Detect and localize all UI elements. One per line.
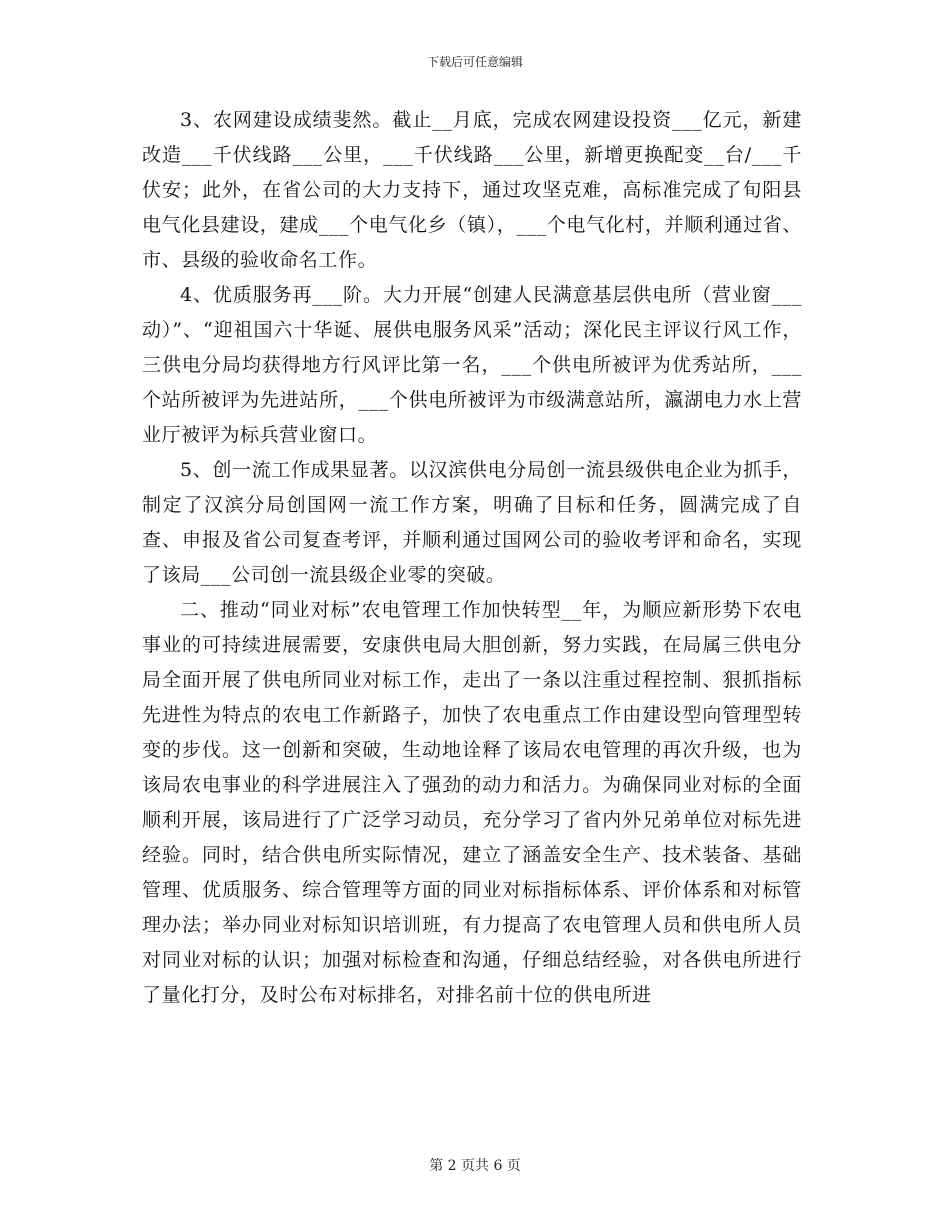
page-footer: 第 2 页共 6 页 [429,1158,521,1174]
page-header: 下载后可任意编辑 [426,55,523,69]
document-body [142,103,802,1013]
paragraph-first-class-work: 5、创一流工作成果显著。以汉滨供电分局创一流县级供电企业为抓手，制定了汉滨分局创国网一流工作方案，明确了目标和任务，圆满完成了自查、申报及省公司复查考评，并顺利通过国网公司的验收考评和命名，实现了该局___公司创一流县级企业零的突破。 [142,459,802,586]
paragraph-rural-grid-construction: 3、农网建设成绩斐然。截止__月底，完成农网建设投资___亿元，新建改造___千伏线路___公里，___千伏线路___公里，新增更换配变__台/___千伏安；此外，在省公司的大力支持下，通过攻坚克难，高标准完成了旬阳县电气化县建设，建成___个电气化乡（镇），___个电气化村，并顺利通过省、市、县级的验收命名工作。 [142,109,802,271]
paragraph-quality-service: 4、优质服务再___阶。大力开展“创建人民满意基层供电所（营业窗___动）”、“迎祖国六十华诞、展供电服务风采”活动；深化民主评议行风工作，三供电分局均获得地方行风评比第一名，___个供电所被评为优秀站所，___个站所被评为先进站所，___个供电所被评为市级满意站所，瀛湖电力水上营业厅被评为标兵营业窗口。 [142,284,802,446]
paragraph-benchmarking-management: 二、推动“同业对标”农电管理工作加快转型__年，为顺应新形势下农电事业的可持续进展需要，安康供电局大胆创新，努力实践，在局属三供电分局全面开展了供电所同业对标工作，走出了一条以注重过程控制、狠抓指标先进性为特点的农电工作新路子，加快了农电重点工作由建设型向管理型转变的步伐。这一创新和突破，生动地诠释了该局农电管理的再次升级，也为该局农电事业的科学进展注入了强劲的动力和活力。为确保同业对标的全面顺利开展，该局进行了广泛学习动员，充分学习了省内外兄弟单位对标先进经验。同时，结合供电所实际情况，建立了涵盖安全生产、技术装备、基础管理、优质服务、综合管理等方面的同业对标指标体系、评价体系和对标管理办法；举办同业对标知识培训班，有力提高了农电管理人员和供电所人员对同业对标的认识；加强对标检查和沟通，仔细总结经验，对各供电所进行了量化打分，及时公布对标排名，对排名前十位的供电所进 [142,599,802,1006]
